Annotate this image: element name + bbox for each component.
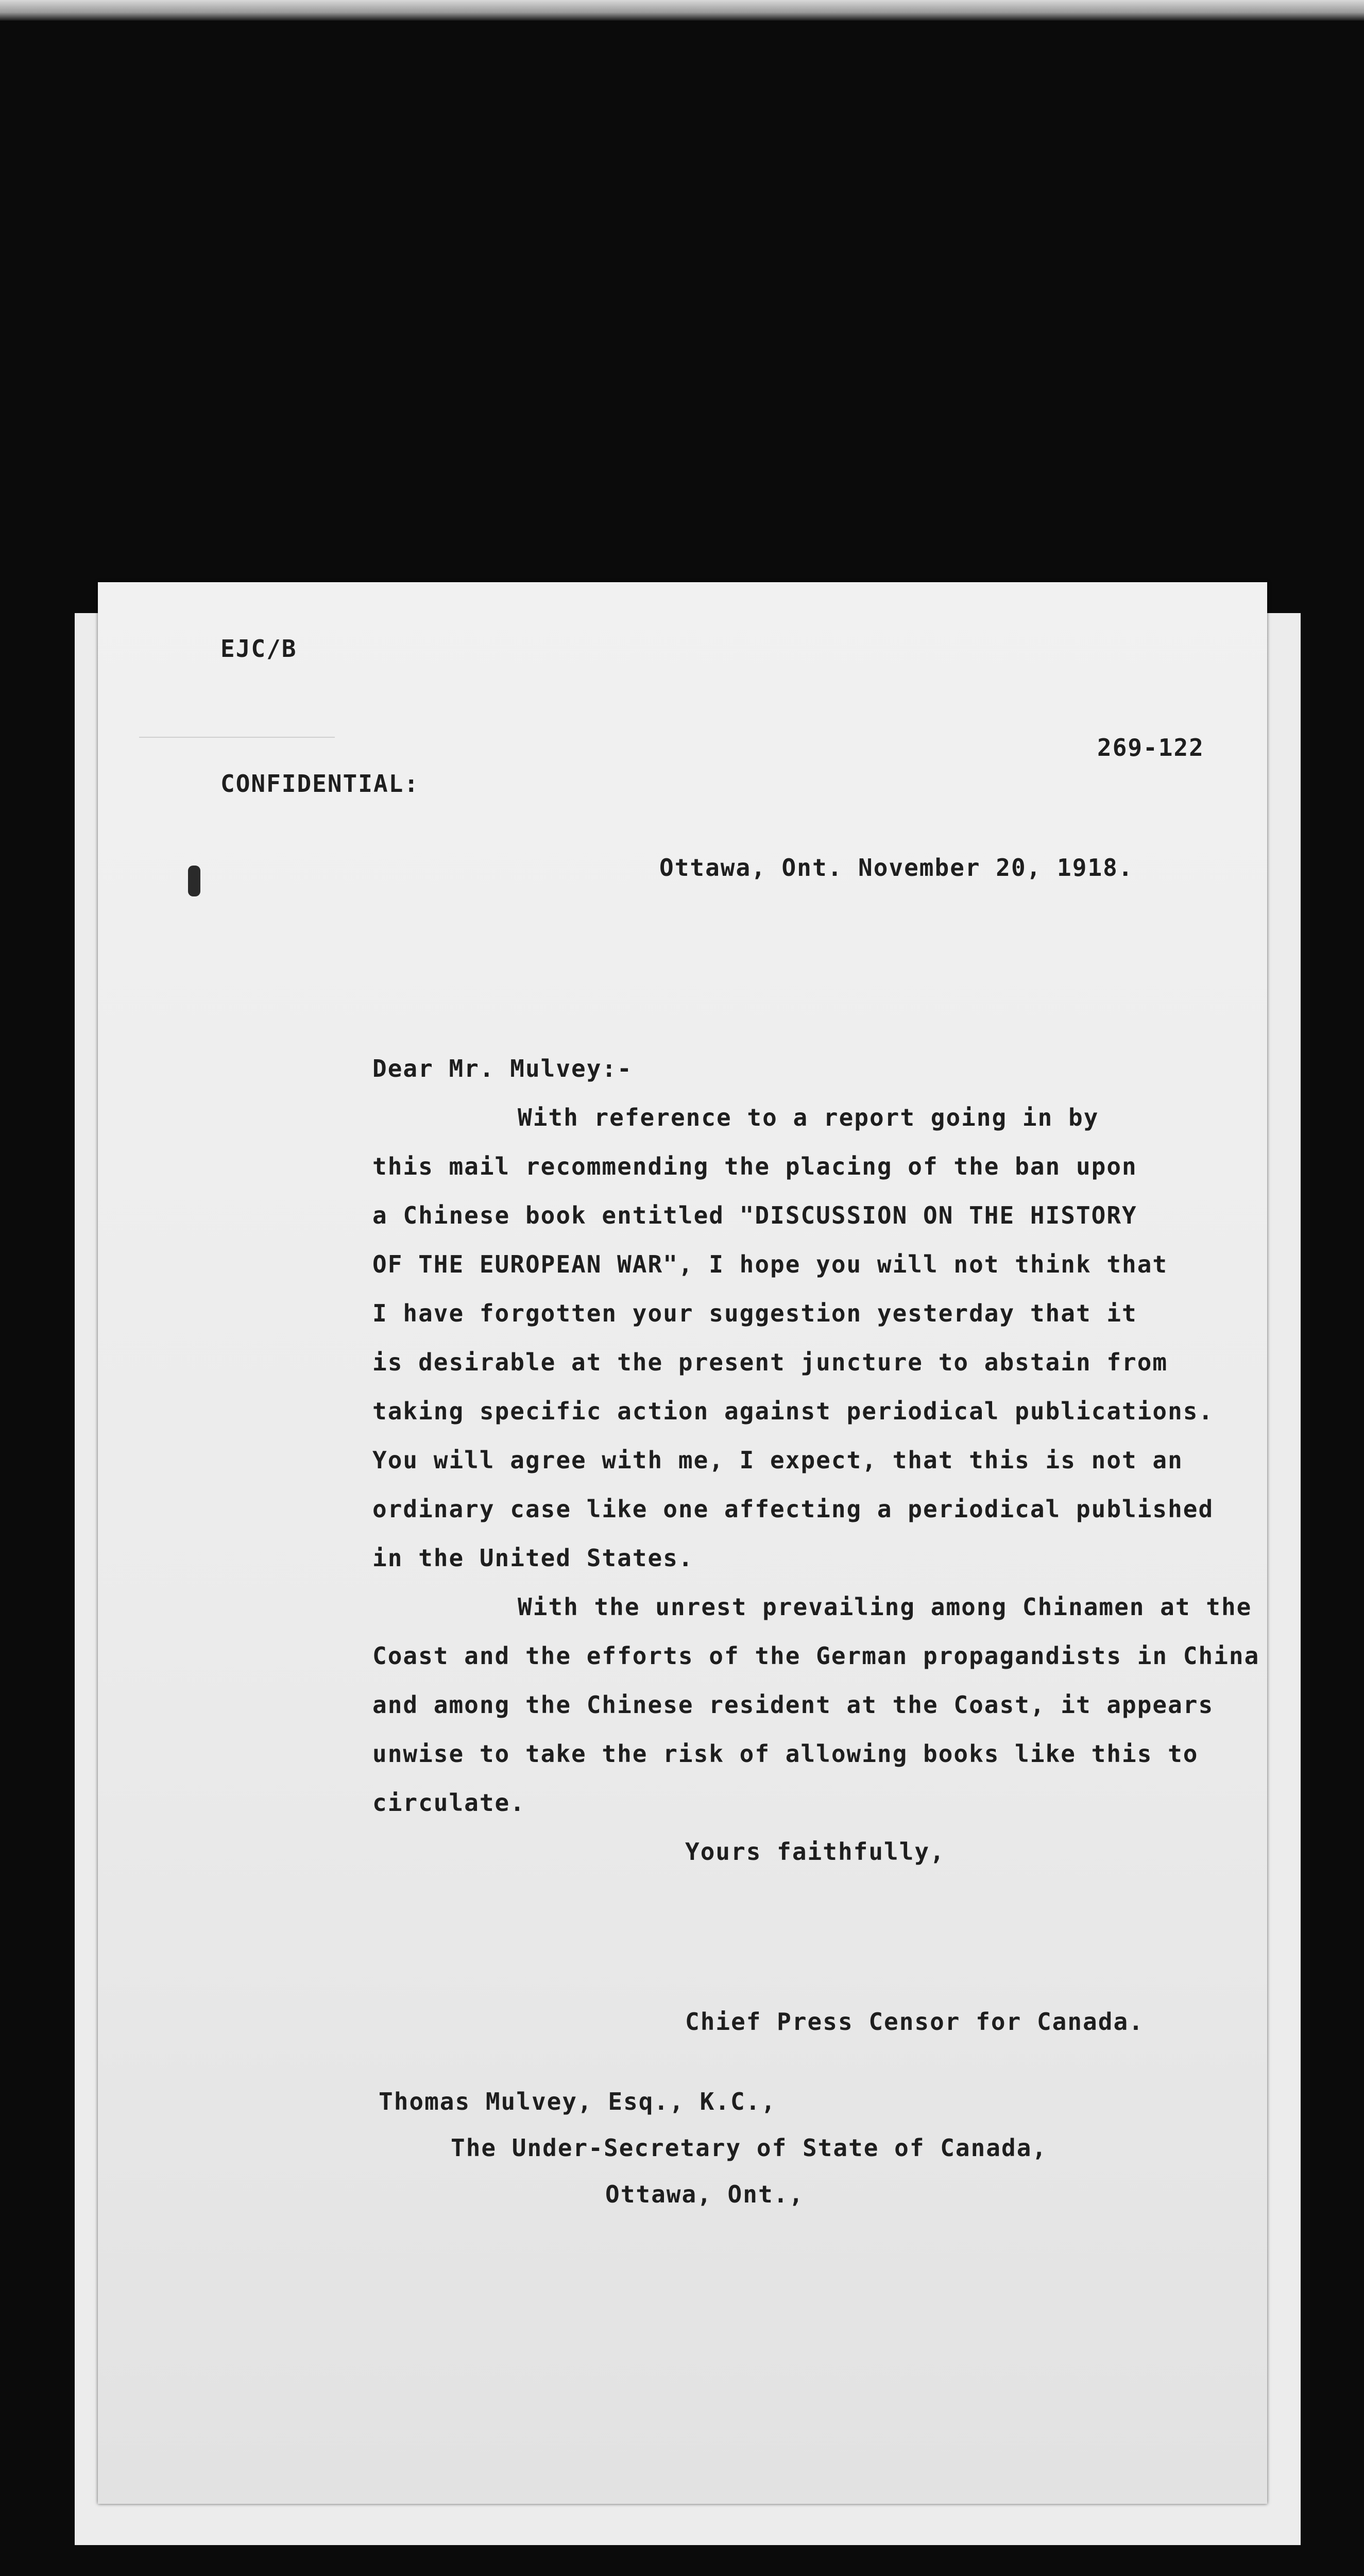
body-line: this mail recommending the placing of the ban upon [372, 1153, 1137, 1180]
address-line: Ottawa, Ont., [605, 2180, 805, 2208]
body-line: ordinary case like one affecting a periodical published [372, 1495, 1214, 1523]
body-line: With the unrest prevailing among Chinamen at the [518, 1593, 1252, 1621]
faint-rule [139, 737, 335, 738]
place-date: Ottawa, Ont. November 20, 1918. [659, 854, 1134, 882]
body-line: in the United States. [372, 1544, 694, 1572]
signature-title: Chief Press Censor for Canada. [685, 2008, 1144, 2036]
binder-hole-mark [188, 866, 200, 896]
body-line: You will agree with me, I expect, that this is not an [372, 1446, 1183, 1474]
body-line: OF THE EUROPEAN WAR", I hope you will not think that [372, 1250, 1168, 1278]
body-line: taking specific action against periodical publications. [372, 1397, 1214, 1425]
body-line: circulate. [372, 1789, 525, 1817]
classification: CONFIDENTIAL: [220, 770, 420, 798]
address-line: The Under-Secretary of State of Canada, [451, 2134, 1048, 2162]
body-line: Coast and the efforts of the German propagandists in China [372, 1642, 1260, 1670]
salutation: Dear Mr. Mulvey:- [372, 1055, 633, 1082]
closing: Yours faithfully, [685, 1838, 945, 1866]
letter-page [98, 582, 1267, 2504]
body-line: and among the Chinese resident at the Coast, it appears [372, 1691, 1214, 1719]
body-line: is desirable at the present juncture to abstain from [372, 1348, 1168, 1376]
body-line: With reference to a report going in by [518, 1104, 1099, 1131]
body-line: I have forgotten your suggestion yesterday that it [372, 1299, 1137, 1327]
address-line: Thomas Mulvey, Esq., K.C., [379, 2088, 777, 2115]
body-line: unwise to take the risk of allowing books like this to [372, 1740, 1199, 1768]
reference-initials: EJC/B [220, 635, 297, 663]
file-number: 269-122 [1097, 734, 1204, 761]
film-edge [0, 0, 1364, 21]
body-line: a Chinese book entitled "DISCUSSION ON THE HISTORY [372, 1201, 1137, 1229]
